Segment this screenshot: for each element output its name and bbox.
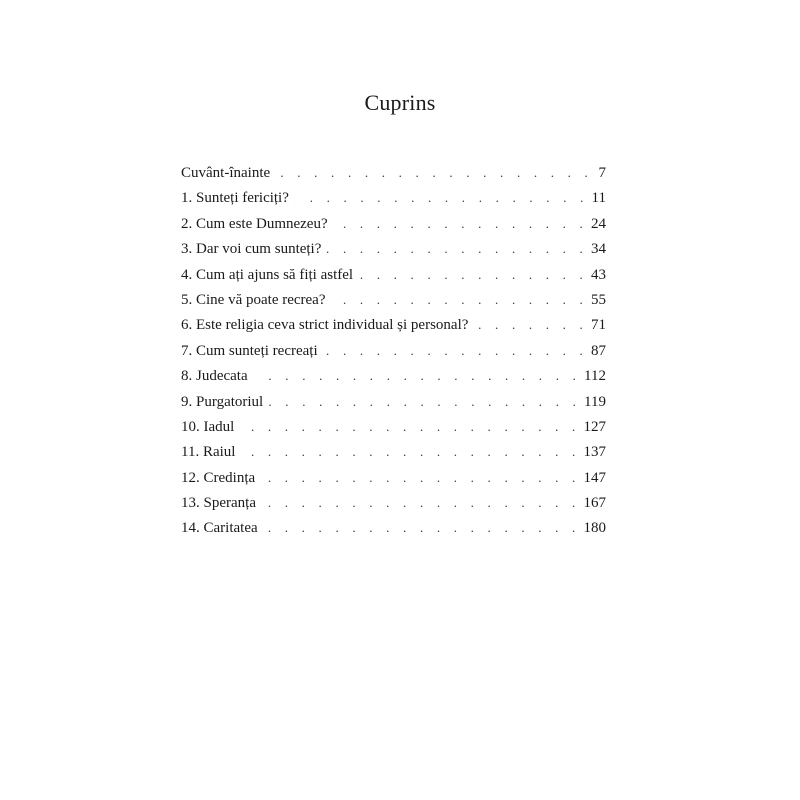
dot-leader <box>324 338 588 363</box>
toc-entry-label: 12. Credința <box>181 469 256 486</box>
toc-entry-label: 4. Cum ați ajuns să fiți astfel <box>181 266 354 283</box>
toc-entry-label: 7. Cum sunteți recreați <box>181 342 318 359</box>
dot-leader <box>264 515 581 540</box>
toc-entry-label: 5. Cine vă poate recrea? <box>181 291 326 308</box>
dot-leader <box>276 160 593 185</box>
page-title: Cuprins <box>364 90 436 115</box>
toc-entry-page: 7 <box>598 165 606 181</box>
dot-leader <box>295 185 589 210</box>
toc-entry <box>181 465 606 490</box>
toc-entry-page: 167 <box>583 495 606 512</box>
dot-leader <box>334 211 588 236</box>
toc-entry <box>181 312 606 337</box>
dot-leader <box>262 490 581 515</box>
toc-entry <box>181 439 606 464</box>
toc-entry-label: 1. Sunteți fericiți? <box>181 190 289 207</box>
toc-entry-page: 34 <box>591 241 606 258</box>
toc-entry-label: 6. Este religia ceva strict individual și personal? <box>181 317 469 334</box>
toc-entry-page: 71 <box>591 317 606 334</box>
dot-leader <box>359 262 588 287</box>
toc-entry-label: 9. Purgatoriul <box>181 393 264 410</box>
toc-entry <box>181 287 606 312</box>
toc-entry-label: 8. Judecata <box>181 368 248 385</box>
toc-entry-label: 13. Speranța <box>181 495 256 512</box>
toc-entry <box>181 338 606 363</box>
dot-leader <box>241 439 580 464</box>
toc-entry-label: 3. Dar voi cum sunteți? <box>181 241 322 258</box>
toc-entry <box>181 515 606 540</box>
toc-entry <box>181 185 606 210</box>
toc-entry-label: 2. Cum este Dumnezeu? <box>181 215 328 232</box>
toc-entry-page: 147 <box>583 469 606 486</box>
toc-entry <box>181 211 606 236</box>
dot-leader <box>261 465 580 490</box>
toc-entry <box>181 236 606 261</box>
toc-entry <box>181 389 606 414</box>
toc-entry <box>181 414 606 439</box>
dot-leader <box>254 363 581 388</box>
toc-entry-label: 14. Caritatea <box>181 520 258 537</box>
dot-leader <box>474 312 588 337</box>
dot-leader <box>240 414 580 439</box>
toc-entry-label: Cuvânt-înainte <box>181 165 271 181</box>
toc-entry-page: 137 <box>583 444 606 461</box>
toc-entry <box>181 490 606 515</box>
toc-entry-page: 24 <box>591 215 606 232</box>
toc-entry <box>181 160 606 185</box>
toc-entry-page: 119 <box>584 393 606 410</box>
toc-entry-page: 11 <box>591 190 606 207</box>
dot-leader <box>332 287 589 312</box>
toc-entry <box>181 363 606 388</box>
toc-entry-page: 127 <box>583 418 606 435</box>
toc-entry <box>181 262 606 287</box>
toc-entry-page: 55 <box>591 291 606 308</box>
dot-leader <box>269 389 581 414</box>
table-of-contents <box>181 160 606 541</box>
toc-entry-page: 112 <box>584 368 606 385</box>
toc-entry-page: 180 <box>583 520 606 537</box>
toc-entry-label: 10. Iadul <box>181 418 235 435</box>
toc-entry-page: 43 <box>591 266 606 283</box>
dot-leader <box>327 236 588 261</box>
toc-entry-label: 11. Raiul <box>181 444 236 461</box>
toc-entry-page: 87 <box>591 342 606 359</box>
